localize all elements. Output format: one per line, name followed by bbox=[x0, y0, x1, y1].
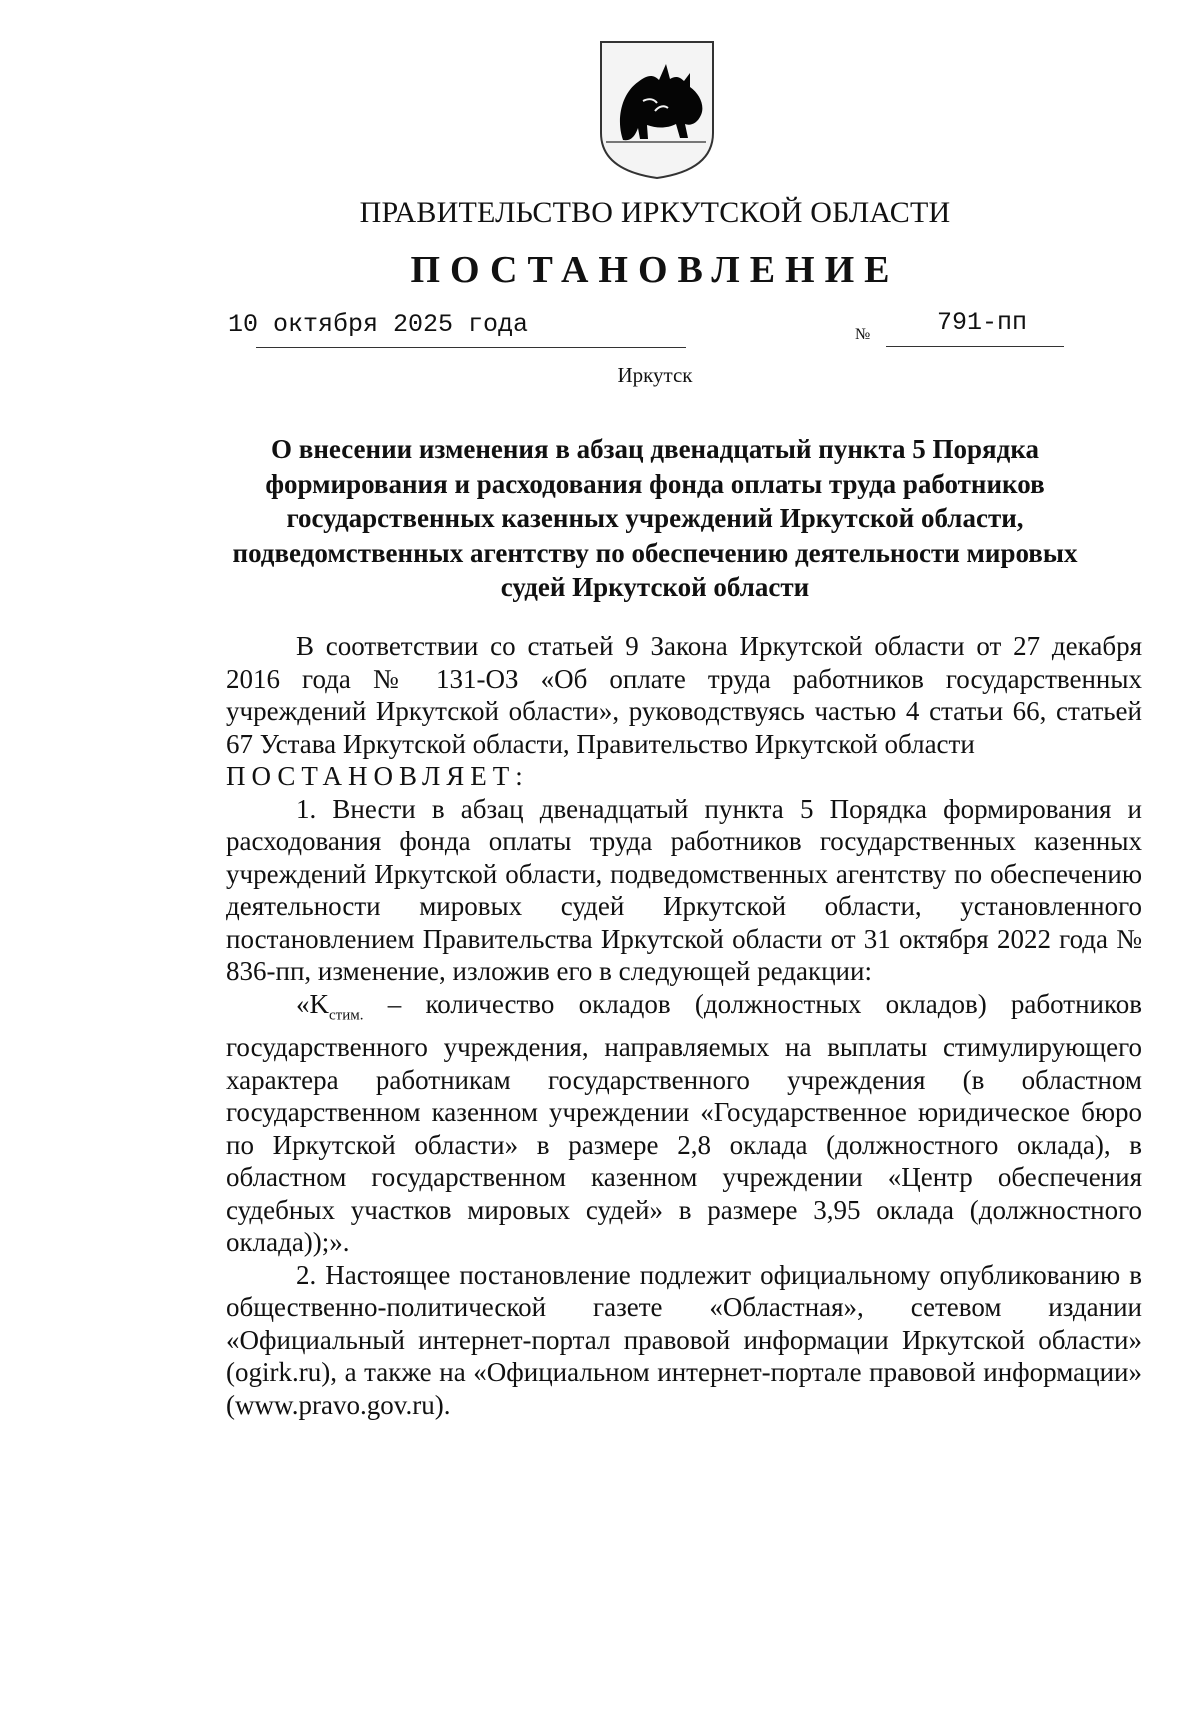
number-underline bbox=[886, 346, 1064, 347]
title-line: государственных казенных учреждений Иркутской области, bbox=[286, 503, 1024, 533]
title-line: формирования и расходования фонда оплаты труда работников bbox=[265, 468, 1045, 499]
quoted-amendment bbox=[226, 988, 1142, 1259]
number-sign: № bbox=[855, 326, 871, 343]
title-line: О внесении изменения в абзац двенадцатый пункта 5 Порядка bbox=[271, 434, 1039, 464]
quote-open: «K bbox=[296, 988, 329, 1019]
preamble-paragraph: В соответствии со статьей 9 Закона Иркутской области от 27 декабря 2016 года № 131-ОЗ «Об оплате труда работников государственных учреждений Иркутской области», руководствуясь частью 4 статьи 66, статьей 67 Устава Иркутской области, Правительство Иркутской области bbox=[226, 631, 1142, 759]
quote-subscript: стим. bbox=[329, 1006, 364, 1023]
item-2-paragraph: 2. Настоящее постановление подлежит официальному опубликованию в общественно-политической газете «Областная», сетевом издании «Официальный интернет-портал правовой информации Иркутской области» (ogirk.ru), а также на «Официальном интернет-портале правовой информации» (www.pravo.gov.ru). bbox=[226, 1259, 1142, 1420]
date-underline bbox=[256, 347, 686, 348]
number-value: 791-пп bbox=[937, 308, 1028, 337]
document-type: ПОСТАНОВЛЕНИЕ bbox=[410, 249, 900, 291]
document-body bbox=[226, 630, 1142, 1421]
title-line: подведомственных агентству по обеспечению деятельности мировых bbox=[232, 537, 1078, 568]
item-1-paragraph: 1. Внести в абзац двенадцатый пункта 5 Порядка формирования и расходования фонда оплаты труда работников государственных казенных учреждений Иркутской области, подведомственных агентству по обеспечению деятельности мировых судей Иркутской области, установленного постановлением Правительства Иркутской области от 31 октября 2022 года № 836-пп, изменение, изложив его в следующей редакции: bbox=[226, 793, 1142, 986]
quote-text: – количество окладов (должностных окладов) работников государственного учреждения, направляемых на выплаты стимулирующего характера работникам государственного учреждения (в областном государственном казенном учреждении «Государственное юридическое бюро по Иркутской области» в размере 2,8 оклада (должностного оклада), в областном государственном казенном учреждении «Центр обеспечения судебных участков мировых судей» в размере 3,95 оклада (должностного оклада));». bbox=[226, 988, 1142, 1258]
title-line: судей Иркутской области bbox=[500, 572, 810, 602]
city: Иркутск bbox=[617, 363, 693, 387]
document-number bbox=[855, 310, 1065, 350]
document-date bbox=[228, 312, 708, 337]
resolves-heading: ПОСТАНОВЛЯЕТ: bbox=[226, 761, 529, 791]
resolution-title bbox=[220, 432, 1090, 605]
coat-of-arms-icon bbox=[596, 38, 718, 182]
date-text: 10 октября 2025 года bbox=[228, 310, 529, 339]
government-name: ПРАВИТЕЛЬСТВО ИРКУТСКОЙ ОБЛАСТИ bbox=[359, 196, 951, 229]
